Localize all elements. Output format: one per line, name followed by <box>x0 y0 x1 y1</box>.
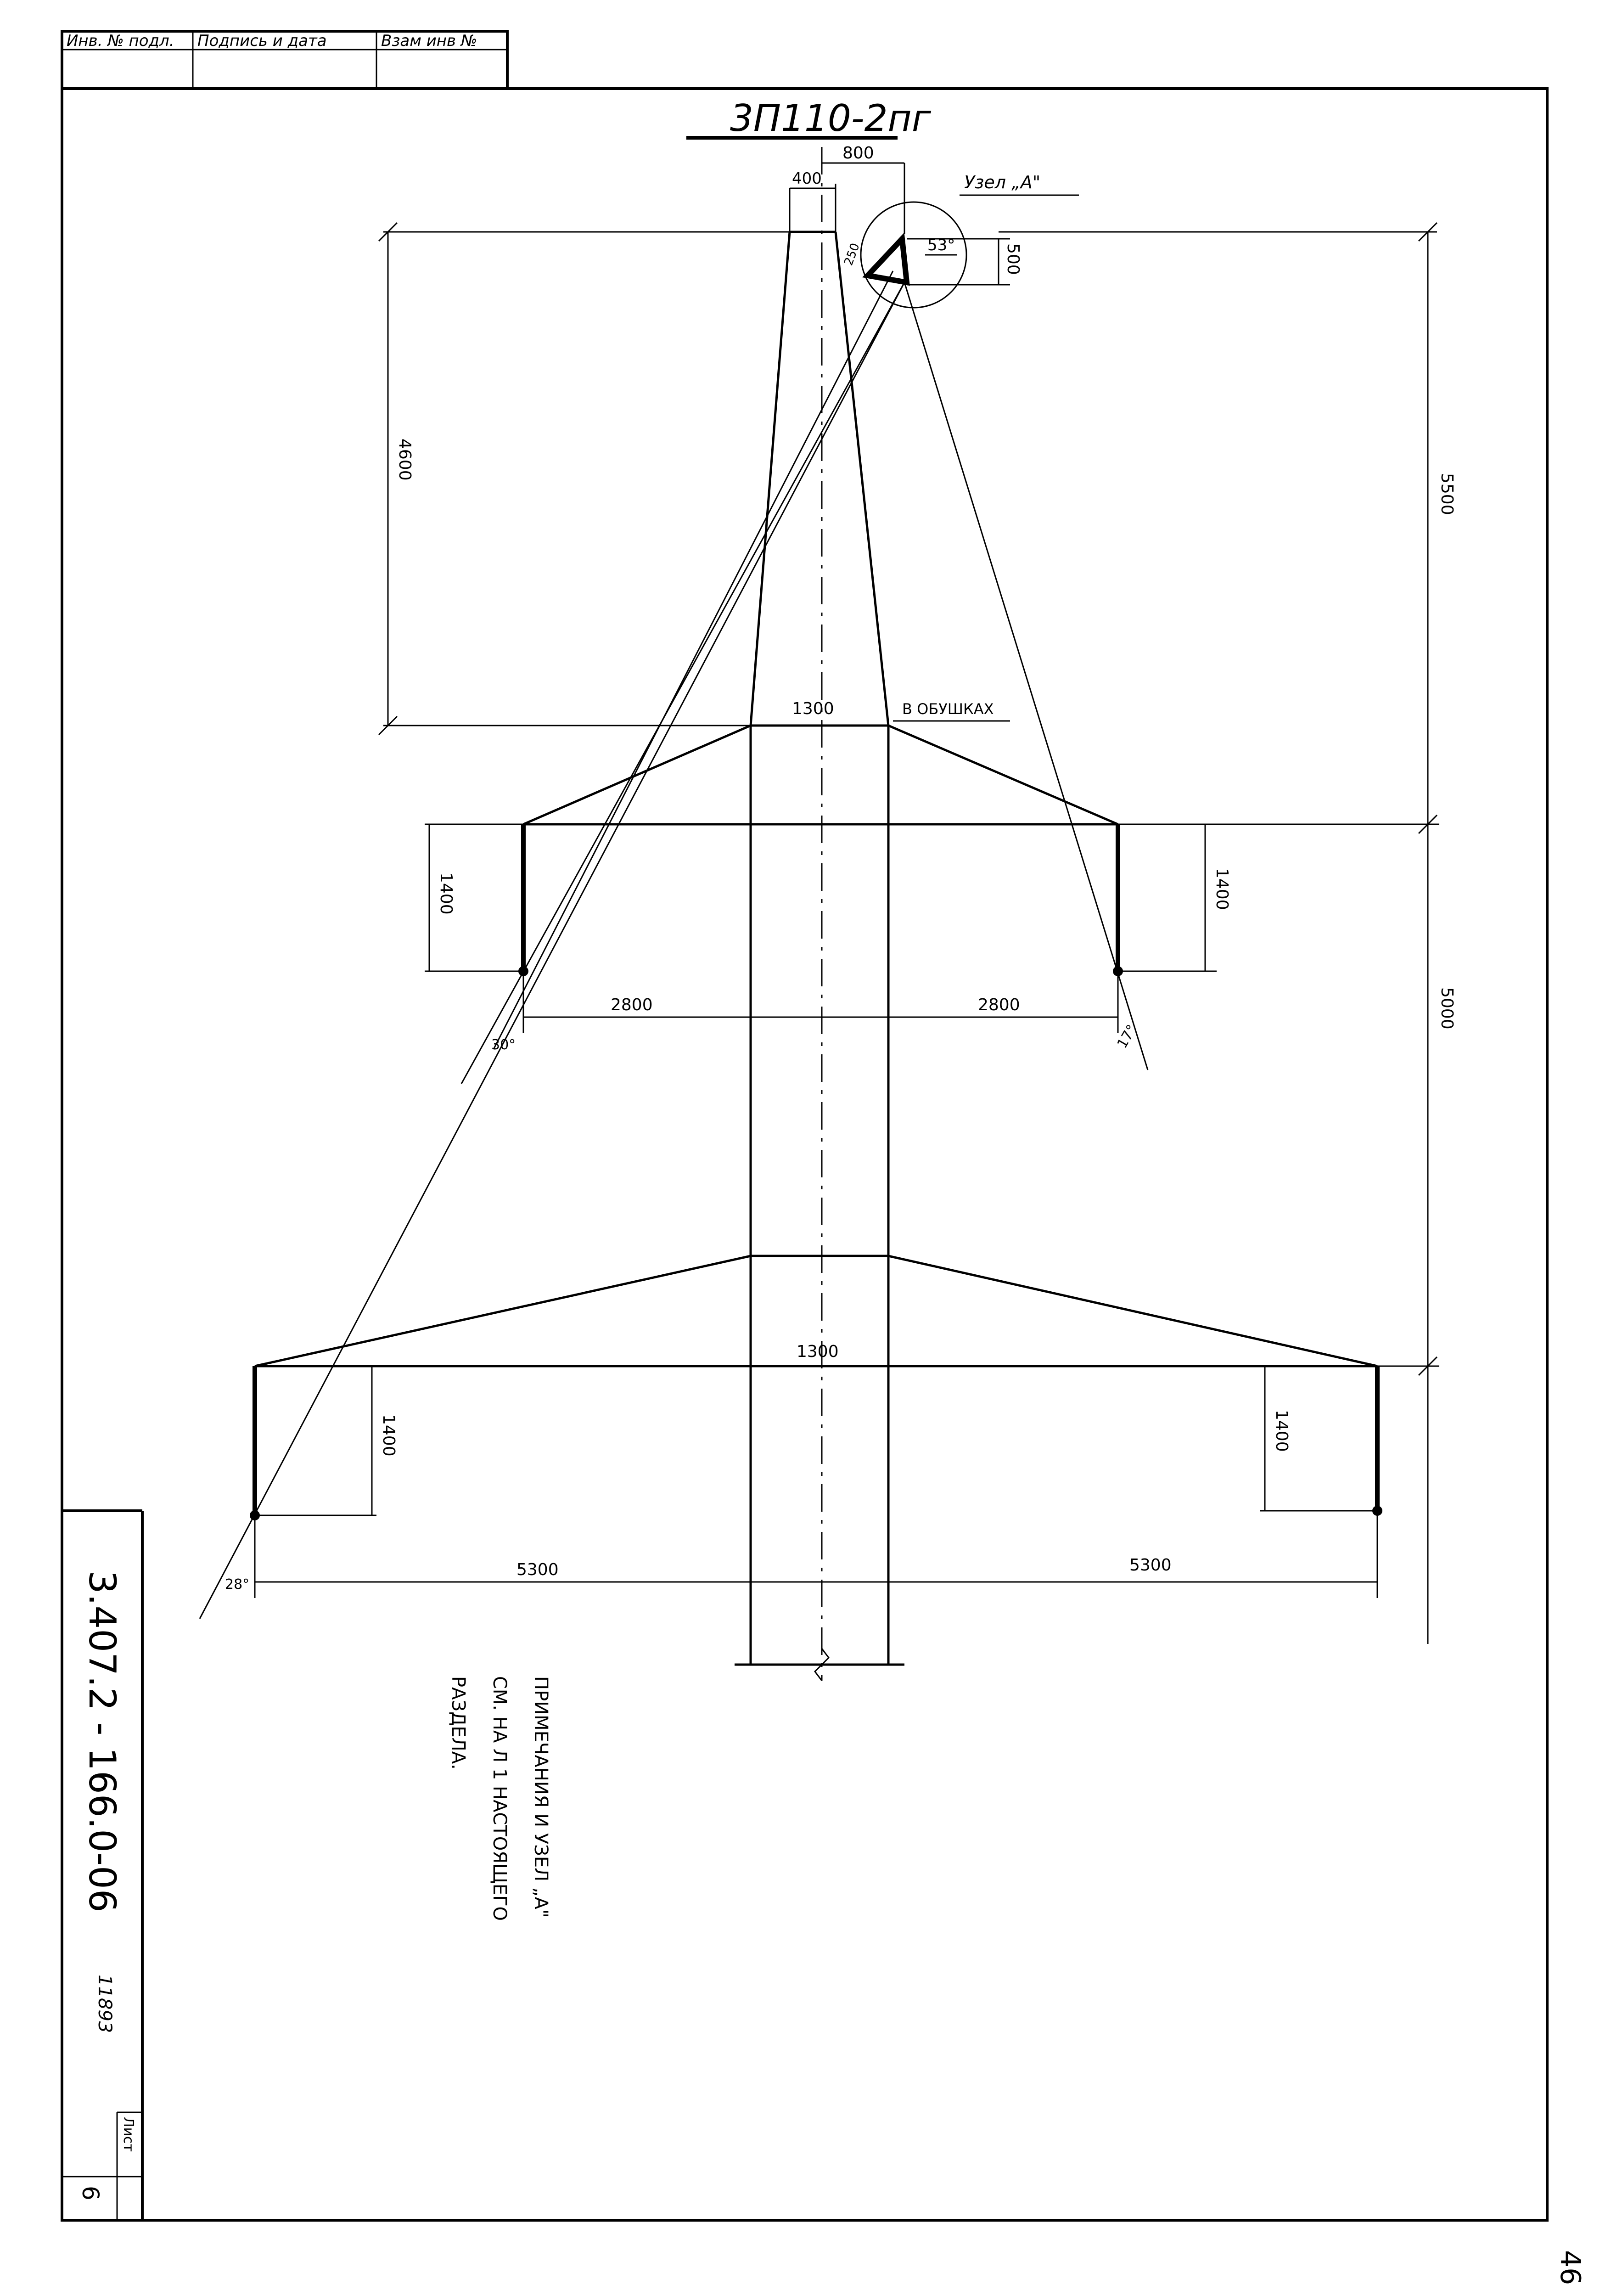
dim-4600: 4600 <box>395 439 414 481</box>
notes <box>448 1676 551 1921</box>
dim-upper-left-1400: 1400 <box>437 872 455 915</box>
notes-line-1: ПРИМЕЧАНИЯ И УЗЕЛ „А" <box>530 1676 551 1918</box>
node-angle-53: 53° <box>927 236 955 254</box>
dim-lower-right-5300: 5300 <box>1129 1556 1172 1575</box>
protection-angle-lines <box>200 271 1148 1619</box>
stamp-vzam-inv: Взам инв № <box>381 32 477 50</box>
dim-4600-group <box>379 223 790 735</box>
top-stamp <box>62 31 507 89</box>
side-stamp <box>62 1511 142 2220</box>
sheet-label: Лист <box>120 2117 136 2152</box>
dim-1300-upper: 1300 <box>792 699 834 718</box>
v-obushkah-note: В ОБУШКАХ <box>902 700 994 718</box>
notes-line-2: СМ. НА Л 1 НАСТОЯЩЕГО <box>489 1676 510 1921</box>
serial-number: 11893 <box>94 1975 115 2033</box>
dim-lower-right-1400: 1400 <box>1272 1410 1291 1452</box>
dim-1300-lower: 1300 <box>797 1342 839 1361</box>
page-number: 46 <box>1554 2250 1586 2285</box>
dim-lower-left-1400: 1400 <box>379 1414 398 1457</box>
node-dim-250: 250 <box>842 241 863 268</box>
notes-line-3: РАЗДЕЛА. <box>448 1676 469 1770</box>
doc-code: 3.407.2 - 166.0-06 <box>81 1570 123 1913</box>
lower-crossarm <box>250 1256 1382 1520</box>
drawing-title: 3П110-2пг <box>730 97 931 140</box>
sheet-number: 6 <box>77 2186 104 2200</box>
stamp-podpis-data: Подпись и дата <box>197 32 327 50</box>
dim-upper-left-2800: 2800 <box>611 996 653 1014</box>
right-vertical-dimensions <box>999 223 1456 1644</box>
dim-lower-left-5300: 5300 <box>516 1560 559 1579</box>
upper-crossarm <box>518 726 1123 976</box>
dim-5000: 5000 <box>1437 987 1456 1030</box>
node-dim-500: 500 <box>1004 243 1022 275</box>
angle-28: 28° <box>225 1576 250 1593</box>
dim-800: 800 <box>842 144 874 163</box>
angle-17: 17° <box>1114 1022 1140 1051</box>
upper-crossarm-dimensions <box>425 824 1231 1053</box>
dim-upper-right-1400: 1400 <box>1212 868 1231 910</box>
node-a-label: Узел „А" <box>964 172 1041 192</box>
top-dimensions <box>790 144 904 234</box>
stamp-inv-podl: Инв. № подл. <box>67 32 174 50</box>
dim-upper-right-2800: 2800 <box>978 996 1020 1014</box>
node-a <box>842 172 1079 308</box>
angle-30: 30° <box>491 1037 516 1053</box>
pole <box>735 184 904 1681</box>
main-frame <box>62 89 1547 2220</box>
lower-crossarm-dimensions <box>225 1342 1377 1598</box>
dim-400: 400 <box>792 169 822 188</box>
dim-5500: 5500 <box>1437 473 1456 515</box>
